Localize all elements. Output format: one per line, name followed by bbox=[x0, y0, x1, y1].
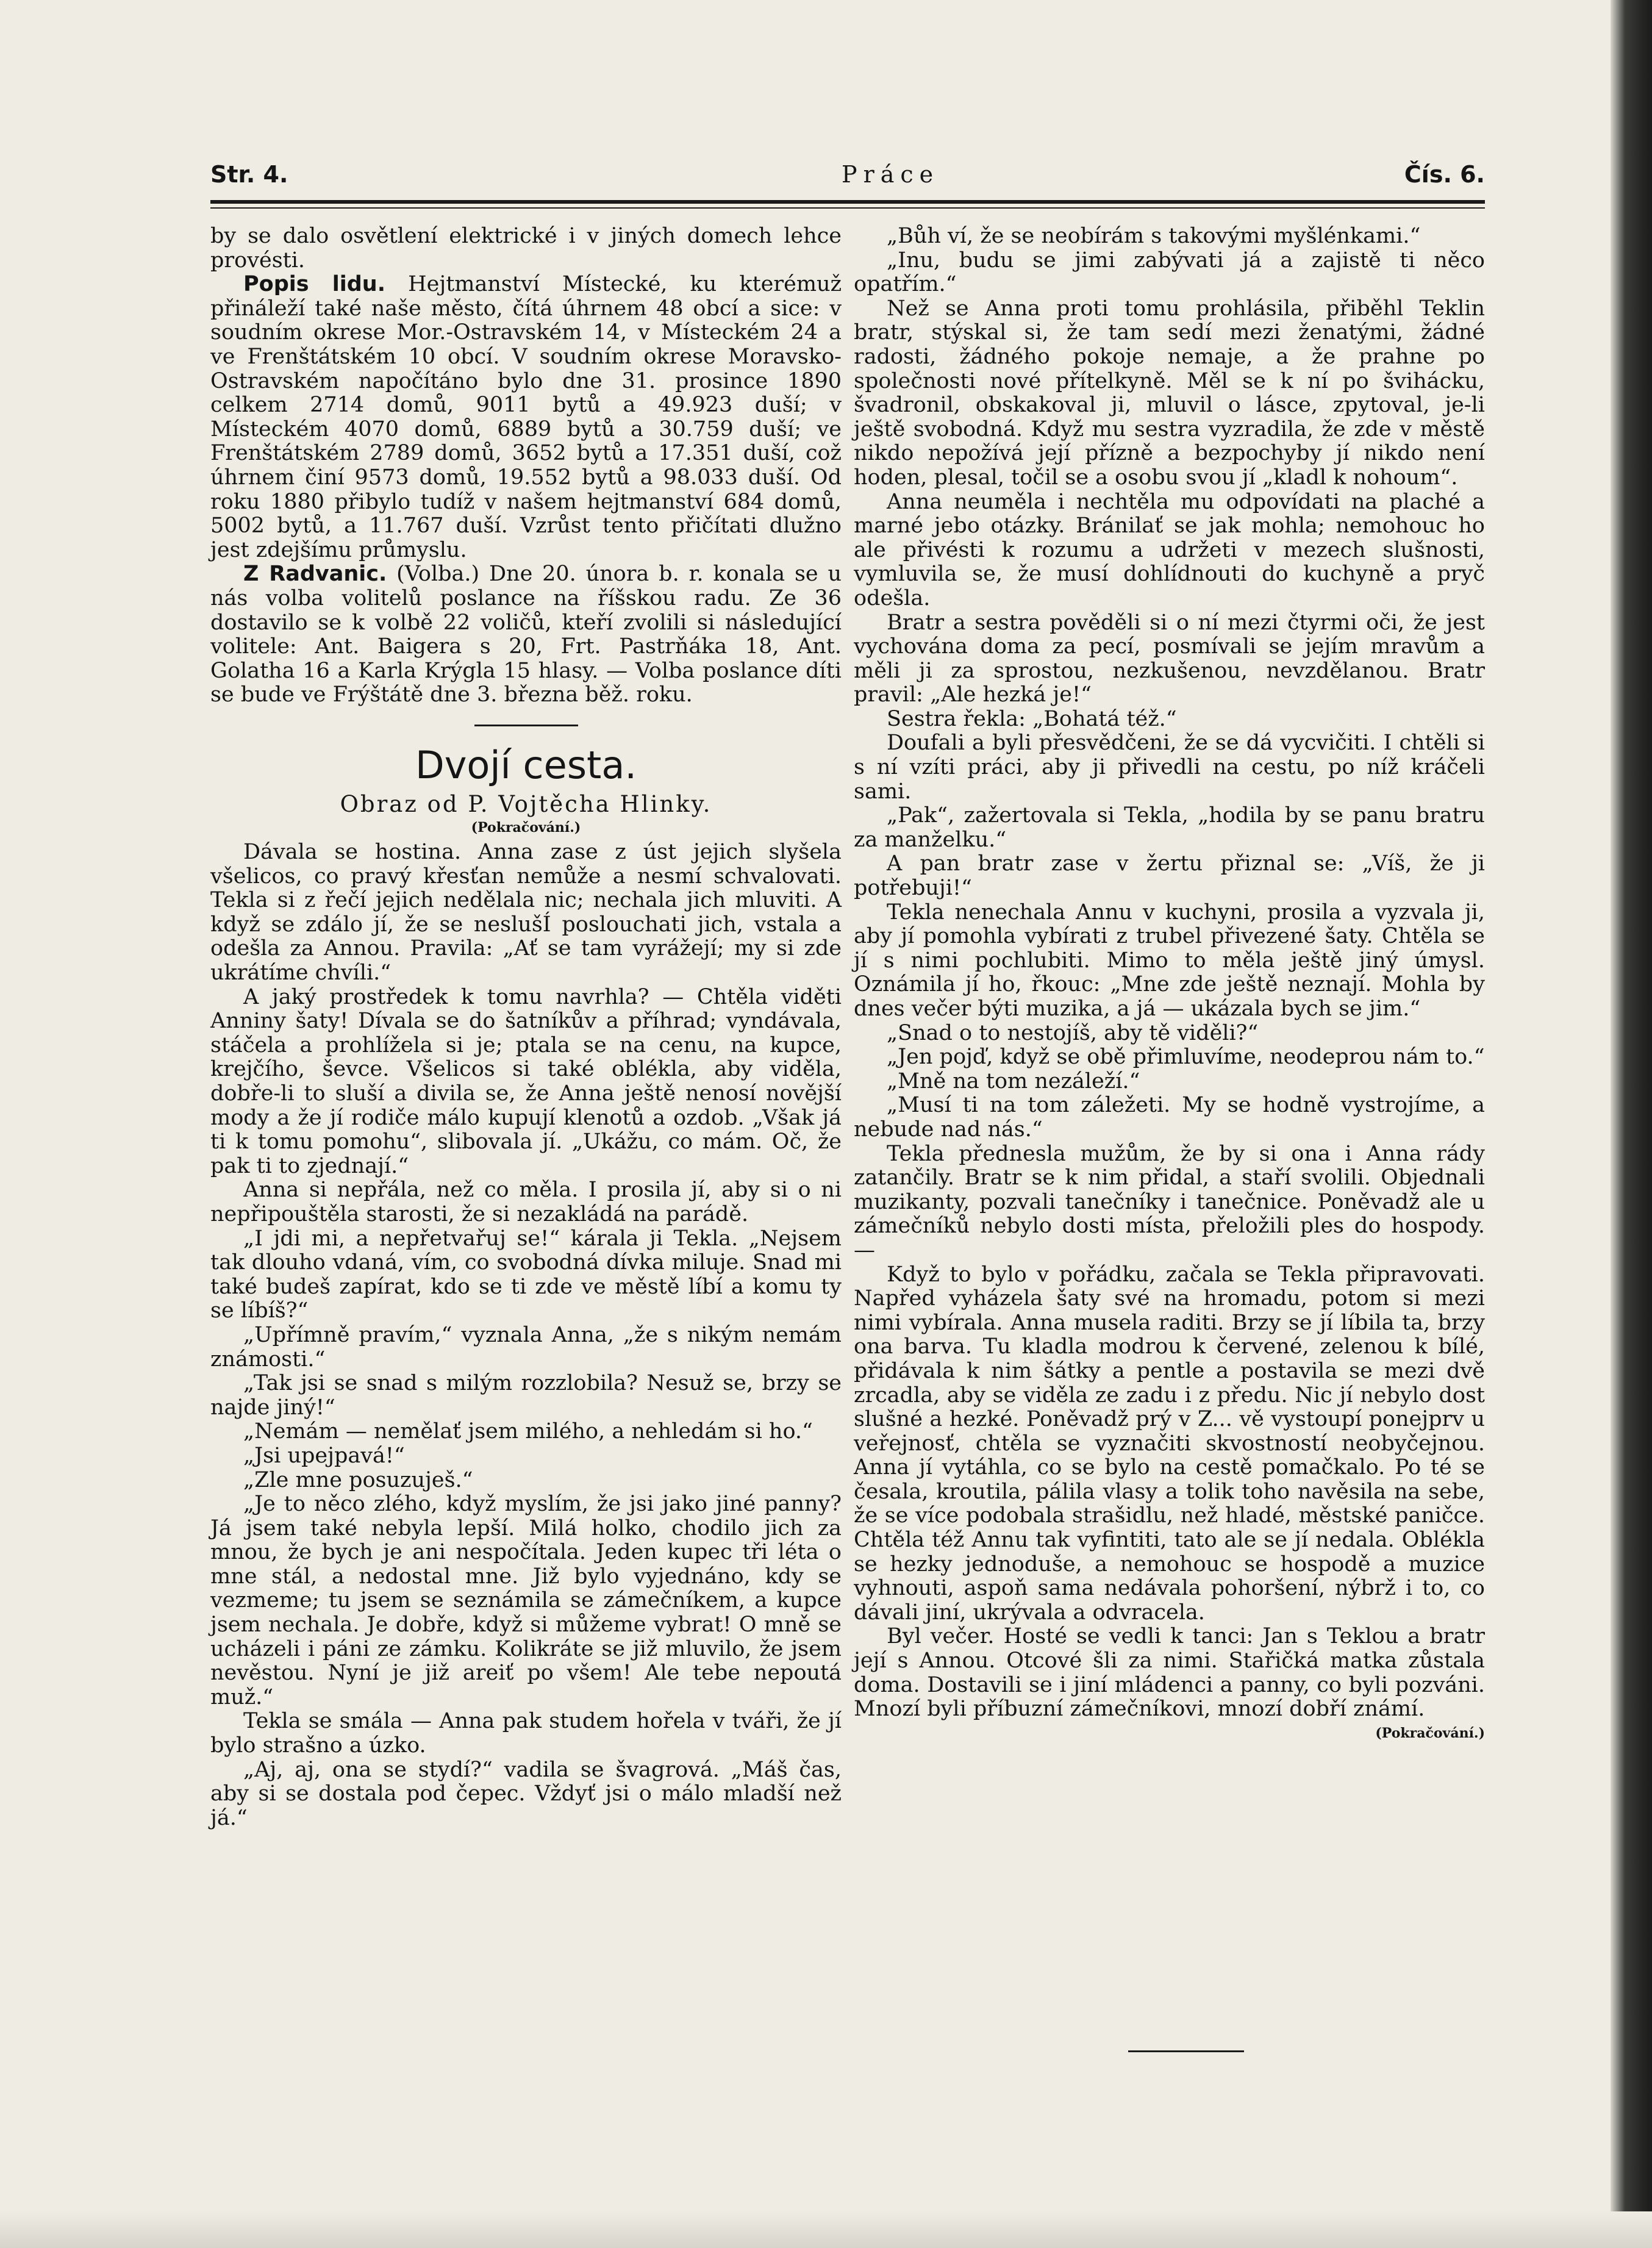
section-divider bbox=[474, 725, 578, 726]
story-paragraph: Tekla přednesla mužům, že by si ona i Anna rády zatančily. Bratr se k nim přidal, a staří svolili. Objednali muzikanty, pozvali tanečníky i tanečnice. Poněvadž ale u zámečníků nebylo dosti místa, přeložili ples do hospody. — bbox=[854, 1141, 1485, 1262]
story-paragraph: „Tak jsi se snad s milým rozzlobila? Nesuž se, brzy se najde jiný!“ bbox=[210, 1371, 842, 1420]
story-paragraph: Než se Anna proti tomu prohlásila, přiběhl Teklin bratr, stýskal si, že tam sedí mezi ženatými, žádné radosti, žádného pokoje nemaje, a že prahne po společnosti nové přítelkyně. Měl se k ní po švihácku, švadronil, obskakoval ji, mluvil o lásce, zpytoval, je-li ještě svobodná. Když mu sestra vyzradila, že zde v městě nikdo nepožívá její přízně a bezpochyby jí nikdo není hoden, plesal, točil se a osobu svou jí „kladl k nohoum“. bbox=[854, 296, 1485, 490]
left-column bbox=[210, 224, 842, 1830]
page-header bbox=[210, 152, 1485, 195]
continuation-note: (Pokračování.) bbox=[471, 820, 581, 836]
story-paragraph: „Inu, budu se jimi zabývati já a zajistě ti něco opatřím.“ bbox=[854, 248, 1485, 297]
census-paragraph bbox=[210, 273, 842, 562]
story-paragraph: Bratr a sestra pověděli si o ní mezi čtyrmi oči, že jest vychována doma za pecí, posmívali se jejím mravům a měli ji za sprostou, nezkušenou, nevzdělanou. Bratr pravil: „Ale hezká je!“ bbox=[854, 610, 1485, 707]
story-paragraph: Anna si nepřála, než co měla. I prosila jí, aby si o ni nepřipouštěla starosti, že si nezakládá na parádě. bbox=[210, 1178, 842, 1226]
radvanice-heading: Z Radvanic. bbox=[243, 562, 387, 587]
story-subtitle: Obraz od P. Vojtěcha Hlinky. bbox=[340, 790, 712, 817]
continuation-note-end: (Pokračování.) bbox=[1375, 1725, 1485, 1741]
story-paragraph: Sestra řekla: „Bohatá též.“ bbox=[887, 706, 1177, 731]
right-column bbox=[854, 224, 1485, 1745]
page-number: Str. 4. bbox=[210, 161, 288, 188]
story-title: Dvojí cesta. bbox=[415, 742, 637, 787]
story-paragraph: Byl večer. Hosté se vedli k tanci: Jan s Teklou a bratr její s Annou. Otcové šli za nimi. Stařičká matka zůstala doma. Dostavili se i jiní mládenci a panny, co byli pozváni. Mnozí byli příbuzní zámečníkovi, mnozí dobří známí. bbox=[854, 1624, 1485, 1722]
header-rule bbox=[210, 200, 1485, 204]
end-rule bbox=[1128, 2050, 1244, 2052]
radvanice-text: (Volba.) Dne 20. února b. r. konala se u nás volba volitelů poslance na říšskou radu. Ze 36 dostavilo se k volbě 22 voličů, kteří zvolili si následující volitele: Ant. Baigera s 20, Frt. Pastrňáka 18, Ant. Golatha 16 a Karla Krýgla 15 hlasy. — Volba poslance díti se bude ve Frýštátě dne 3. března běž. roku. bbox=[210, 562, 842, 707]
story-paragraph: A jaký prostředek k tomu navrhla? — Chtěla viděti Anniny šaty! Dívala se do šatníkův a příhrad; vyndávala, stáčela a prohlížela si je; ptala se na cenu, na kupce, krejčího, ševce. Všelicos si také oblékla, aby viděla, dobře-li to sluší a divila se, že Anna ještě nenosí novější mody a že jí rodiče málo kupují klenotů a ozdob. „Však já ti k tomu pomohu“, slibovala jí. „Ukážu, co mám. Oč, že pak ti to zjednají.“ bbox=[210, 984, 842, 1178]
story-paragraph: „Je to něco zlého, když myslím, že jsi jako jiné panny? Já jsem také nebyla lepší. Milá holko, chodilo jich za mnou, že bych je ani nespočítala. Jeden kupec tři léta o mne stál, a nedostal mne. Již bylo vyjednáno, kdy se vezmeme; tu jsem se seznámila se zámečníkem, a kupce jsem nechala. Je dobře, když si můžeme vybrat! O mně se ucházeli i páni ze zámku. Kolikráte se již mluvilo, že jsem nevěstou. Nyní je již areiť po všem! Ale tebe nepoutá muž.“ bbox=[210, 1492, 842, 1709]
issue-number: Čís. 6. bbox=[1404, 161, 1485, 188]
census-text: Hejtmanství Místecké, ku kterémuž přináleží také naše město, čítá úhrnem 48 obcí a sice: v soudním okrese Mor.-Ostravském 14, v Místeckém 24 a ve Frenštátském 10 obcí. V soudním okrese Moravsko-Ostravském napočítáno bylo dne 31. prosince 1890 celkem 2714 domů, 9011 bytů a 49.923 duší; v Místeckém 4070 domů, 6889 bytů a 30.759 duší; ve Frenštátském 2789 domů, 3652 bytů a 17.351 duší, což úhrnem činí 9573 domů, 19.552 bytů a 98.033 duší. Od roku 1880 přibylo tudíž v našem hejtmanství 684 domů, 5002 bytů, a 11.767 duší. Vzrůst tento přičítati dlužno jest zdejšímu průmyslu. bbox=[210, 272, 842, 562]
radvanice-paragraph bbox=[210, 562, 842, 707]
story-paragraph: Tekla nenechala Annu v kuchyni, prosila a vyzvala ji, aby jí pomohla vybírati z trubel přivezené šaty. Chtěla se jí s nimi pochlubiti. Mimo to měla ještě jiný úmysl. Oznámila jí ho, řkouc: „Mne zde ještě neznají. Mohla by dnes večer býti muzika, a já — ukázala bych se jim.“ bbox=[854, 900, 1485, 1021]
story-paragraph: „Jsi upejpavá!“ bbox=[243, 1443, 405, 1468]
story-paragraph: „Musí ti na tom záležeti. My se hodně vystrojíme, a nebude nad nás.“ bbox=[854, 1093, 1485, 1142]
story-paragraph: „Jen pojď, když se obě přimluvíme, neodeprou nám to.“ bbox=[887, 1045, 1485, 1070]
story-paragraph: „Aj, aj, ona se stydí?“ vadila se švagrová. „Máš čas, aby si se dostala pod čepec. Vždyť jsi o málo mladší než já.“ bbox=[210, 1757, 842, 1830]
story-paragraph: „Zle mne posuzuješ.“ bbox=[243, 1467, 473, 1492]
story-paragraph: „Bůh ví, že se neobírám s takovými myšlénkami.“ bbox=[887, 224, 1421, 248]
census-heading: Popis lidu. bbox=[243, 272, 386, 297]
story-paragraph: „Mně na tom nezáleží.“ bbox=[887, 1069, 1140, 1094]
story-paragraph: Když to bylo v pořádku, začala se Tekla připravovati. Napřed vyházela šaty své na hromadu, potom si mezi nimi vybírala. Anna musela raditi. Brzy se jí líbila ta, brzy ona barva. Tu kladla modrou k červené, zelenou k bílé, přidávala k nim šátky a pentle a postavila se mezi dvě zrcadla, aby se viděla ze zadu i z předu. Nic jí nebylo dost slušné a hezké. Poněvadž prý v Z... vě vystoupí ponejprv u veřejnosť, chtěla se vyznačiti skvostností neobyčejnou. Anna jí vytáhla, co se bylo na cestě pomačkalo. Po té se česala, kroutila, pálila vlasy a tolik toho navěsila na sebe, že se více podobala strašidlu, než hladé, městské paničce. Chtěla též Annu tak vyfintiti, tato ale se jí nedala. Oblékla se hezky jednoduše, a nemohouc se hospodě a muzice vyhnouti, aspoň sama nedávala pohoršení, nýbrž i to, co dávali jiní, ukrývala a odvracela. bbox=[854, 1262, 1485, 1625]
electric-light-end: by se dalo osvětlení elektrické i v jiných domech lehce provésti. bbox=[210, 224, 842, 273]
story-paragraph: „I jdi mi, a nepřetvařuj se!“ kárala ji Tekla. „Nejsem tak dlouho vdaná, vím, co svobodná dívka miluje. Snad mi také budeš zapírat, kdo se ti zde ve městě líbí a komu ty se líbíš?“ bbox=[210, 1226, 842, 1323]
story-paragraph: Doufali a byli přesvědčeni, že se dá vycvičiti. I chtěli si s ní vzíti práci, aby ji přivedli na cestu, po níž kráčeli sami. bbox=[854, 731, 1485, 804]
story-paragraph: „Snad o to nestojíš, aby tě viděli?“ bbox=[887, 1020, 1259, 1045]
story-paragraph: „Upřímně pravím,“ vyznala Anna, „že s nikým nemám známosti.“ bbox=[210, 1322, 842, 1372]
page-edge-shadow bbox=[1611, 0, 1652, 2248]
story-paragraph: „Pak“, zažertovala si Tekla, „hodila by se panu bratru za manželku.“ bbox=[854, 803, 1485, 852]
page-bottom-shadow bbox=[0, 2211, 1652, 2248]
header-rule-thin bbox=[210, 207, 1485, 209]
story-paragraph: A pan bratr zase v žertu přiznal se: „Víš, že ji potřebuji!“ bbox=[854, 851, 1485, 901]
newspaper-title: Práce bbox=[842, 161, 940, 188]
story-paragraph: Tekla se smála — Anna pak studem hořela v tváři, že jí bylo strašno a úzko. bbox=[210, 1709, 842, 1758]
story-paragraph: Anna neuměla i nechtěla mu odpovídati na plaché a marné jebo otázky. Bránilať se jak mohla; nemohouc ho ale přivésti k rozumu a udržeti v mezech slušnosti, vymluvila se, že musí dohlídnouti do kuchyně a pryč odešla. bbox=[854, 489, 1485, 610]
story-paragraph: Dávala se hostina. Anna zase z úst jejich slyšela všelicos, co pravý křesťan nemůže a nesmí schvalovati. Tekla si z řečí jejich nedělala nic; nechala jich mluviti. A když se zdálo jí, že se neslušÍ poslouchati jich, vstala a odešla za Annou. Pravila: „Ať se tam vyrážejí; my si zde ukrátíme chvíli.“ bbox=[210, 840, 842, 986]
story-paragraph: „Nemám — nemělať jsem milého, a nehledám si ho.“ bbox=[243, 1419, 813, 1444]
